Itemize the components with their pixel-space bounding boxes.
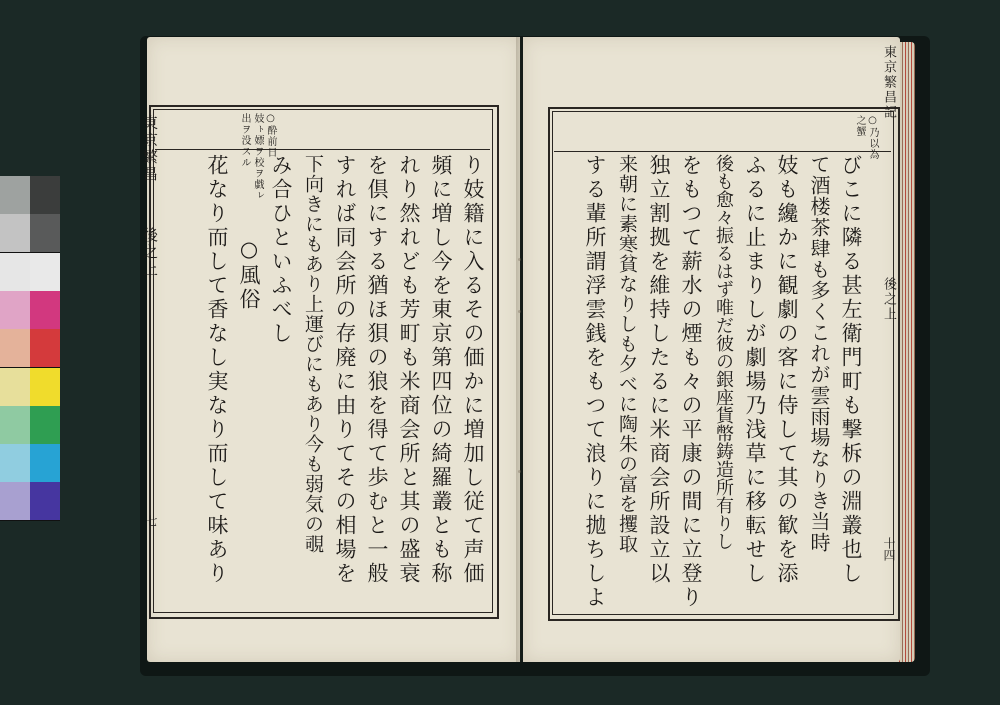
- color-checker-patch: [30, 482, 60, 520]
- right-text-column-5: 後も愈々振るはず唯だ彼の銀座貨幣鋳造所有りし: [713, 154, 734, 550]
- left-text-column-5: すれば同会所の存廃に由りてその相場を: [333, 154, 357, 586]
- right-spine-volume: 後之上: [881, 277, 896, 322]
- binding-hole: [518, 310, 521, 313]
- color-checker-patch: [0, 329, 30, 367]
- color-checker-patch: [0, 176, 30, 214]
- left-text-column-7: み合ひといふべし: [269, 154, 293, 346]
- color-checker-patch: [30, 444, 60, 482]
- left-header-note-3: 出ヲ没スル: [239, 113, 250, 168]
- color-checker-patch: [30, 329, 60, 367]
- right-text-column-4: ふるに止まりしが劇場乃浅草に移転せし: [743, 154, 767, 586]
- left-spine-title: 東京繁昌: [141, 115, 159, 183]
- right-text-column-3: 妓も纔かに観劇の客に侍して其の歓を添: [775, 154, 799, 586]
- right-page-number: 十四: [882, 537, 896, 561]
- color-checker-patch: [0, 253, 30, 291]
- right-header-note-2: 之蟹: [854, 115, 865, 137]
- color-checker-card: [0, 176, 60, 521]
- left-text-column-9: 花なり而して香なし実なり而して味あり: [205, 154, 229, 586]
- left-spine-volume: 後之上: [141, 227, 159, 278]
- color-checker-patch: [0, 482, 30, 520]
- right-text-column-6: をもつて薪水の煙も々の平康の間に立登り: [679, 154, 703, 610]
- color-checker-patch: [30, 406, 60, 444]
- right-text-column-1: びこに隣る甚左衛門町も撃柝の淵叢也し: [839, 154, 863, 586]
- color-checker-patch: [0, 291, 30, 329]
- right-page: [523, 37, 900, 662]
- right-header-band: [554, 113, 891, 152]
- color-checker-patch: [30, 253, 60, 291]
- left-text-column-3: れり然れども芳町も米商会所と其の盛衰: [397, 154, 421, 586]
- color-checker-patch: [0, 406, 30, 444]
- left-text-column-2: 頻に増し今を東京第四位の綺羅叢とも称: [429, 154, 453, 586]
- right-text-column-9: する輩所謂浮雲銭をもつて浪りに拋ちしよ: [583, 154, 607, 610]
- binding-hole: [518, 470, 521, 473]
- left-text-column-6: 下向きにもあり上運びにもあり今も弱気の覗: [302, 154, 324, 554]
- color-checker-patch: [30, 291, 60, 329]
- right-text-column-7: 独立割拠を維持したるに米商会所設立以: [647, 154, 671, 586]
- right-header-note-1: ○乃以為: [867, 115, 878, 160]
- color-checker-patch: [0, 444, 30, 482]
- color-checker-patch: [0, 368, 30, 406]
- left-header-note-2: 妓ㇳ嫖ヲ校ヲ戯ㇾ: [252, 113, 263, 201]
- right-spine-title: 東京繁昌記: [881, 45, 896, 120]
- left-section-heading: ○風俗: [237, 237, 261, 312]
- binding-hole: [518, 258, 521, 261]
- right-text-column-2: て酒楼茶肆も多くこれが雲雨場なりき当時: [807, 154, 831, 553]
- left-header-note-1: ○酔前日: [265, 113, 276, 158]
- left-page-number: 七: [144, 515, 158, 527]
- right-text-column-8: 来朝に素寒貧なりしも夕べに陶朱の富を攫取: [616, 154, 638, 554]
- color-checker-patch: [30, 368, 60, 406]
- color-checker-patch: [30, 214, 60, 252]
- left-text-column-4: を倶にする猶ほ狽の狼を得て歩むと一般: [365, 154, 389, 586]
- left-page: [141, 37, 520, 662]
- color-checker-patch: [30, 176, 60, 214]
- left-header-band: [155, 111, 490, 150]
- color-checker-patch: [0, 214, 30, 252]
- left-text-column-1: り妓籍に入るその価かに増加し従て声価: [461, 154, 485, 586]
